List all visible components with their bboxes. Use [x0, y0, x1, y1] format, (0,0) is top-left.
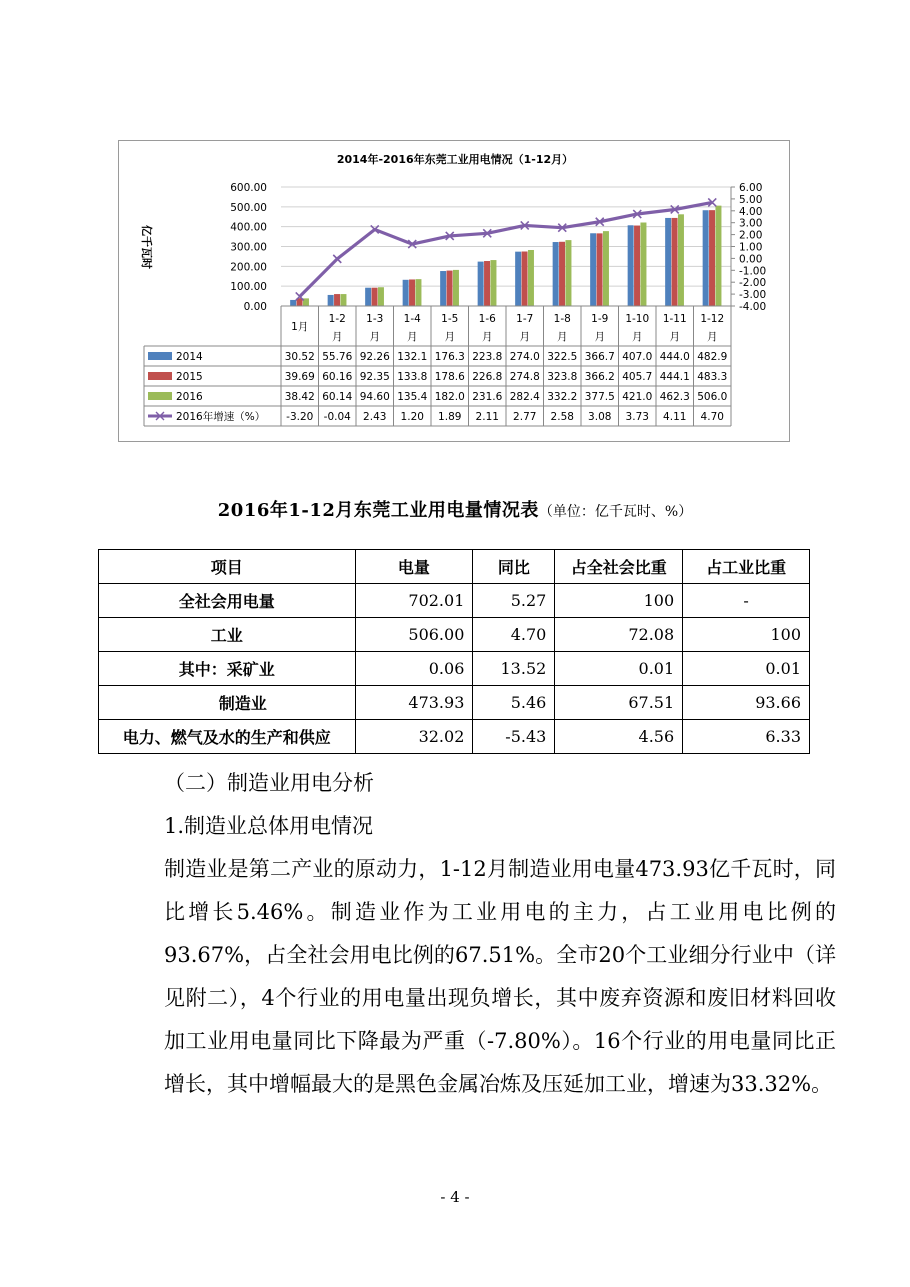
y2-tick-label: 5.00	[739, 193, 763, 206]
bar-2016	[415, 279, 421, 306]
data-value-label: 92.35	[359, 371, 390, 383]
bar-2016	[528, 250, 534, 306]
row-label: 工业	[99, 618, 356, 652]
page-number: - 4 -	[440, 1188, 470, 1206]
legend-label: 2016	[176, 391, 203, 403]
bar-2016	[715, 206, 721, 306]
data-value-label: 38.42	[284, 391, 315, 403]
legend-label: 2016年增速（%）	[176, 411, 266, 423]
bar-2016	[678, 214, 684, 306]
cell-industry-share: 0.01	[683, 652, 810, 686]
table-row	[99, 618, 810, 652]
data-value-label: 323.8	[547, 371, 578, 383]
data-value-label: 483.3	[697, 371, 728, 383]
y-tick-label: 400.00	[230, 221, 267, 234]
y2-tick-label: 3.00	[739, 217, 763, 230]
data-value-label: 39.69	[284, 371, 315, 383]
header-yoy: 同比	[473, 550, 555, 584]
data-value-label: 60.14	[322, 391, 353, 403]
y-tick-label: 100.00	[230, 281, 267, 294]
data-value-label: 30.52	[284, 351, 315, 363]
bar-2015	[597, 233, 603, 306]
y-axis-label: 亿千瓦时	[140, 225, 153, 269]
bar-2014	[628, 225, 634, 306]
y2-tick-label: 4.00	[739, 205, 763, 218]
bar-2016	[378, 287, 384, 306]
data-value-label: 322.5	[547, 351, 578, 363]
y2-tick-label: -4.00	[739, 301, 767, 313]
chart-title: 2014年-2016年东莞工业用电情况（1-12月）	[336, 153, 574, 166]
x-category-label: 1-8 月	[553, 313, 571, 343]
y2-tick-label: -2.00	[739, 277, 767, 290]
data-value-label: 92.26	[359, 351, 390, 363]
cell-industry-share: -	[683, 584, 810, 618]
bar-2014	[478, 262, 484, 306]
header-society-share: 占全社会比重	[555, 550, 683, 584]
data-value-label: 133.8	[397, 371, 428, 383]
table-header-row	[99, 550, 810, 584]
x-category-label: 1-5 月	[441, 313, 459, 343]
bar-2016	[603, 231, 609, 306]
row-label: 电力、燃气及水的生产和供应	[99, 720, 356, 754]
data-value-label: 444.1	[659, 371, 690, 383]
x-category-label: 1-4 月	[403, 313, 421, 343]
bar-2016	[640, 223, 646, 306]
chart-svg	[119, 141, 791, 443]
data-value-label: 3.08	[588, 411, 612, 423]
cell-yoy: 5.46	[473, 686, 555, 720]
cell-yoy: -5.43	[473, 720, 555, 754]
data-value-label: 366.7	[584, 351, 615, 363]
row-label: 全社会用电量	[99, 584, 356, 618]
data-value-label: 182.0	[434, 391, 465, 403]
legend-key-0	[148, 352, 172, 360]
data-value-label: 274.8	[509, 371, 540, 383]
header-item: 项目	[99, 550, 356, 584]
x-category-label: 1-6 月	[478, 313, 496, 343]
data-value-label: 482.9	[697, 351, 728, 363]
bar-2015	[634, 226, 640, 306]
x-category-label: 1-12 月	[700, 313, 725, 343]
data-value-label: 421.0	[622, 391, 653, 403]
bar-2015	[672, 218, 678, 306]
bar-2015	[559, 242, 565, 306]
header-industry-share: 占工业比重	[683, 550, 810, 584]
table-row	[99, 686, 810, 720]
data-value-label: 4.70	[700, 411, 724, 423]
bar-2014	[403, 280, 409, 306]
data-value-label: 274.0	[509, 351, 540, 363]
data-value-label: 506.0	[697, 391, 728, 403]
growth-point-marker	[333, 255, 341, 263]
data-value-label: 2.77	[513, 411, 537, 423]
data-value-label: 231.6	[472, 391, 503, 403]
data-value-label: 223.8	[472, 351, 503, 363]
growth-line	[300, 202, 713, 296]
row-label: 制造业	[99, 686, 356, 720]
data-value-label: 55.76	[322, 351, 353, 363]
bar-2015	[484, 261, 490, 306]
bar-2014	[365, 288, 371, 306]
y2-tick-label: 6.00	[739, 182, 763, 194]
legend-key-2	[148, 392, 172, 400]
cell-amount: 32.02	[355, 720, 473, 754]
data-value-label: 462.3	[659, 391, 690, 403]
data-value-label: 178.6	[434, 371, 465, 383]
section-heading: （二）制造业用电分析	[164, 771, 374, 795]
x-category-label: 1-2 月	[328, 313, 346, 343]
data-value-label: 4.11	[663, 411, 687, 423]
row-label: 其中：采矿业	[99, 652, 356, 686]
table-row	[99, 720, 810, 754]
y2-tick-label: 1.00	[739, 241, 763, 254]
data-value-label: 2.11	[475, 411, 499, 423]
table-row	[99, 584, 810, 618]
y-tick-label: 300.00	[230, 241, 267, 254]
data-value-label: 377.5	[584, 391, 615, 403]
cell-society-share: 67.51	[555, 686, 683, 720]
data-value-label: 3.73	[625, 411, 649, 423]
y2-tick-label: -3.00	[739, 289, 767, 302]
x-category-label: 1月	[291, 321, 309, 333]
data-value-label: 1.20	[400, 411, 424, 423]
bar-2016	[565, 240, 571, 306]
cell-society-share: 100	[555, 584, 683, 618]
y2-tick-label: 0.00	[739, 253, 763, 266]
x-category-label: 1-7 月	[516, 313, 534, 343]
cell-society-share: 0.01	[555, 652, 683, 686]
cell-amount: 506.00	[355, 618, 473, 652]
bar-2014	[515, 252, 521, 306]
subsection-heading: 1.制造业总体用电情况	[164, 814, 374, 838]
bar-2015	[709, 210, 715, 306]
data-value-label: -0.04	[323, 411, 351, 423]
data-value-label: 226.8	[472, 371, 503, 383]
y-tick-label: 200.00	[230, 261, 267, 274]
data-value-label: 366.2	[584, 371, 615, 383]
x-category-label: 1-3 月	[366, 313, 384, 343]
bar-2014	[440, 271, 446, 306]
data-value-label: 132.1	[397, 351, 428, 363]
cell-amount: 702.01	[355, 584, 473, 618]
bar-2015	[409, 279, 415, 306]
data-value-label: 2.58	[550, 411, 574, 423]
bar-2014	[703, 210, 709, 306]
bar-2015	[522, 251, 528, 306]
bar-2015	[447, 271, 453, 306]
data-value-label: 444.0	[659, 351, 690, 363]
legend-label: 2015	[176, 371, 203, 383]
data-value-label: 94.60	[359, 391, 390, 403]
cell-amount: 473.93	[355, 686, 473, 720]
data-value-label: 135.4	[397, 391, 428, 403]
bar-2015	[372, 288, 378, 306]
data-table	[98, 549, 810, 754]
data-value-label: 407.0	[622, 351, 653, 363]
bar-2014	[328, 295, 334, 306]
cell-industry-share: 6.33	[683, 720, 810, 754]
bar-2014	[553, 242, 559, 306]
y-tick-label: 500.00	[230, 201, 267, 214]
table-unit: （单位：亿千瓦时、%）	[538, 504, 693, 520]
bar-2015	[334, 294, 340, 306]
x-category-label: 1-11 月	[662, 313, 687, 343]
x-category-label: 1-9 月	[591, 313, 609, 343]
legend-label: 2014	[176, 351, 203, 363]
bar-2014	[290, 300, 296, 306]
y2-tick-label: -1.00	[739, 265, 767, 278]
cell-amount: 0.06	[355, 652, 473, 686]
cell-yoy: 13.52	[473, 652, 555, 686]
bar-2014	[665, 218, 671, 306]
table-title	[0, 496, 910, 522]
y-tick-label: 0.00	[243, 301, 267, 313]
legend-key-1	[148, 372, 172, 380]
header-amount: 电量	[355, 550, 473, 584]
cell-industry-share: 93.66	[683, 686, 810, 720]
data-value-label: 60.16	[322, 371, 353, 383]
data-value-label: -3.20	[286, 411, 314, 423]
data-value-label: 1.89	[438, 411, 462, 423]
data-value-label: 405.7	[622, 371, 653, 383]
bar-2016	[340, 294, 346, 306]
cell-society-share: 72.08	[555, 618, 683, 652]
cell-yoy: 4.70	[473, 618, 555, 652]
table-row	[99, 652, 810, 686]
data-value-label: 282.4	[509, 391, 540, 403]
cell-industry-share: 100	[683, 618, 810, 652]
body-paragraph: 制造业是第二产业的原动力，1-12月制造业用电量473.93亿千瓦时，同比增长5.46%。制造业作为工业用电的主力，占工业用电比例的93.67%，占全社会用电比例的67.51%。全市20个工业细分行业中（详见附二），4个行业的用电量出现负增长，其中废弃资源和废旧材料回收加工业用电量同比下降最为严重（-7.80%）。16个行业的用电量同比正增长，其中增幅最大的是黑色金属冶炼及压延加工业，增速为33.32%。	[164, 857, 836, 1096]
bar-2016	[490, 260, 496, 306]
cell-yoy: 5.27	[473, 584, 555, 618]
data-value-label: 2.43	[363, 411, 387, 423]
y2-tick-label: 2.00	[739, 229, 763, 242]
chart-container	[118, 140, 790, 442]
data-value-label: 332.2	[547, 391, 578, 403]
data-value-label: 176.3	[434, 351, 465, 363]
bar-2014	[590, 233, 596, 306]
cell-society-share: 4.56	[555, 720, 683, 754]
y-tick-label: 600.00	[230, 182, 267, 194]
x-category-label: 1-10 月	[625, 313, 650, 343]
bar-2016	[453, 270, 459, 306]
table-title-text: 2016年1-12月东莞工业用电量情况表	[217, 500, 539, 521]
